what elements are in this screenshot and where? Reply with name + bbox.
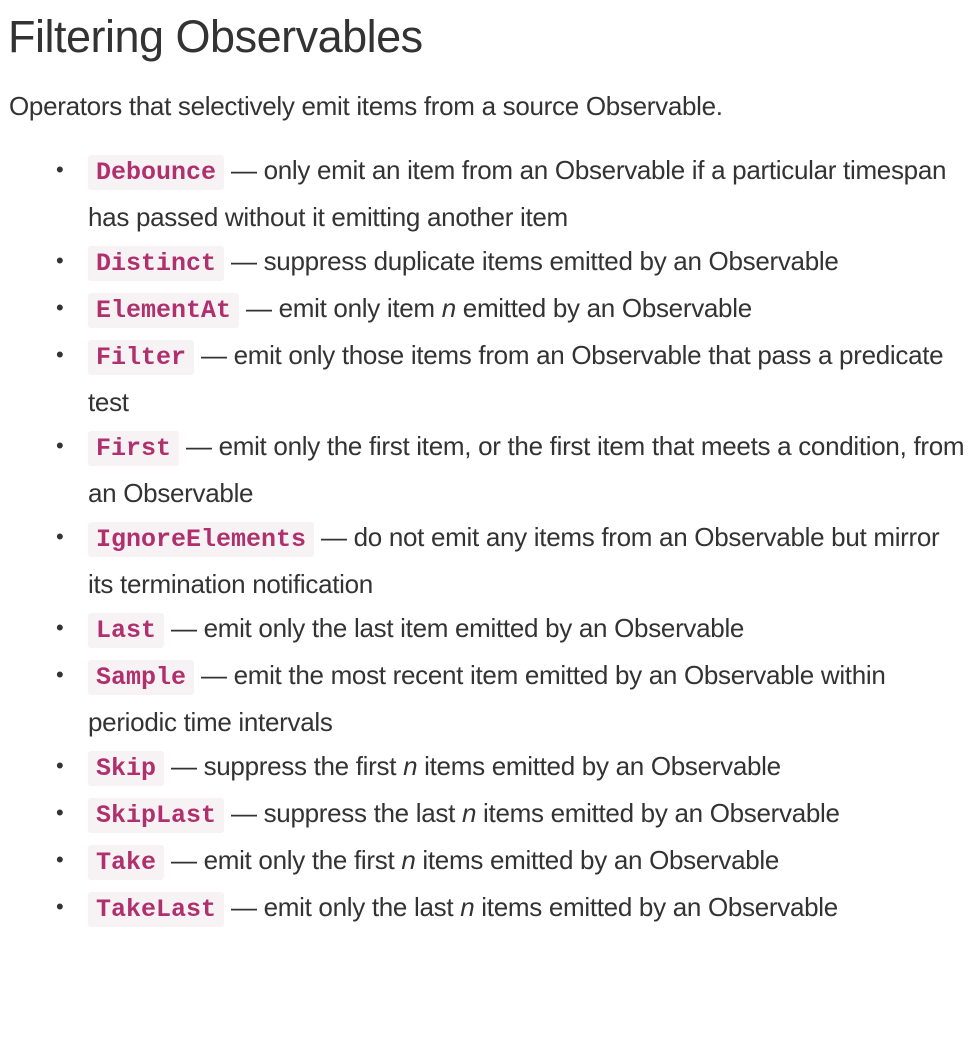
operator-name: IgnoreElements — [88, 522, 314, 557]
bullet-icon: • — [56, 248, 64, 273]
page-title: Filtering Observables — [8, 11, 423, 62]
bullet-icon: • — [56, 157, 64, 182]
list-item: • Take — emit only the first n items emitted by an Observable — [88, 838, 968, 885]
bullet-icon: • — [56, 615, 64, 640]
list-item: • SkipLast — suppress the last n items emitted by an Observable — [88, 791, 968, 838]
bullet-icon: • — [56, 524, 64, 549]
operator-description: — emit the most recent item emitted by an Observable within periodic time intervals — [88, 660, 886, 737]
operator-description: — emit only item — [239, 293, 442, 323]
operator-name: Last — [88, 613, 164, 648]
operator-name: Sample — [88, 660, 194, 695]
intro-paragraph: Operators that selectively emit items from a source Observable. — [9, 90, 723, 121]
operator-name: Take — [88, 845, 164, 880]
operator-name: ElementAt — [88, 293, 239, 328]
bullet-icon: • — [56, 662, 64, 687]
operator-description: — emit only the first item, or the first item that meets a condition, from an Observable — [88, 431, 965, 508]
operator-description: — emit only the last item emitted by an Observable — [164, 613, 745, 643]
operator-list — [8, 148, 968, 932]
list-item — [56, 515, 968, 606]
operator-description: — emit only those items from an Observable that pass a predicate test — [88, 340, 944, 417]
list-item — [56, 653, 968, 744]
bullet-icon: • — [56, 295, 64, 320]
operator-name: Distinct — [88, 246, 224, 281]
bullet-icon: • — [56, 433, 64, 458]
list-item: • Skip — suppress the first n items emitted by an Observable — [88, 744, 968, 791]
bullet-icon: • — [56, 800, 64, 825]
list-item — [56, 333, 968, 424]
operator-name: Skip — [88, 751, 164, 786]
operator-description: — only emit an item from an Observable if a particular timespan has passed without it emitting another item — [88, 155, 947, 232]
bullet-icon: • — [56, 753, 64, 778]
variable-n: n — [403, 751, 418, 781]
bullet-icon: • — [56, 342, 64, 367]
page — [0, 12, 976, 932]
operator-description: — emit only the first — [164, 845, 402, 875]
operator-description: — emit only the last — [224, 892, 461, 922]
list-item — [56, 606, 968, 653]
variable-n: n — [460, 892, 475, 922]
operator-name: First — [88, 431, 179, 466]
variable-n: n — [401, 845, 416, 875]
list-item — [56, 148, 968, 239]
variable-n: n — [441, 293, 456, 323]
bullet-icon: • — [56, 894, 64, 919]
list-item: • ElementAt — emit only item n emitted by an Observable — [88, 286, 968, 333]
operator-description: — suppress duplicate items emitted by an Observable — [224, 246, 839, 276]
bullet-icon: • — [56, 847, 64, 872]
operator-name: Debounce — [88, 155, 224, 190]
operator-description: — suppress the last — [224, 798, 462, 828]
list-item: • TakeLast — emit only the last n items emitted by an Observable — [88, 885, 968, 932]
list-item — [56, 239, 968, 286]
operator-name: Filter — [88, 340, 194, 375]
operator-description: — suppress the first — [164, 751, 404, 781]
list-item — [56, 424, 968, 515]
variable-n: n — [461, 798, 477, 828]
operator-description: — do not emit any items from an Observable but mirror its termination notification — [88, 522, 940, 599]
operator-name: SkipLast — [88, 798, 224, 833]
operator-name: TakeLast — [88, 892, 224, 927]
